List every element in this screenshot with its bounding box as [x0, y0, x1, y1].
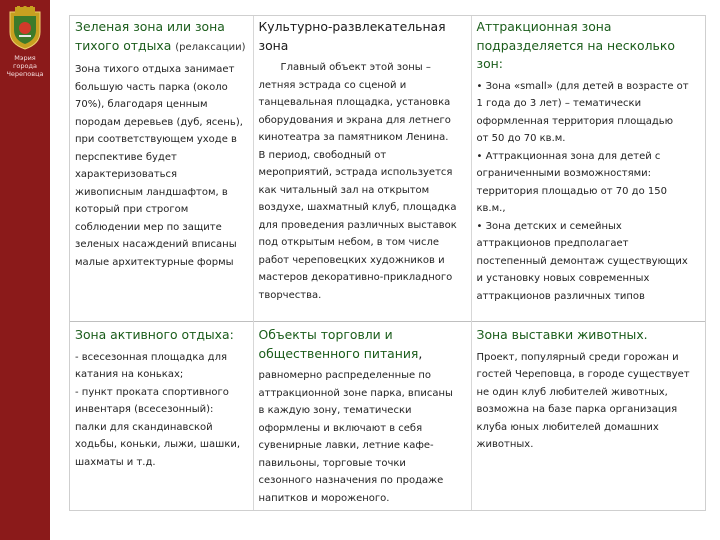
text-line: соблюдении мер по защите — [75, 221, 222, 233]
table-row — [70, 16, 705, 322]
text-line: клуба юных любителей домашних — [476, 421, 659, 433]
text-line: сезонного назначения по продаже — [258, 475, 444, 486]
text-line: оборудования и экрана для летнего — [258, 114, 451, 126]
text-line: Проект, популярный среди горожан и — [476, 351, 679, 363]
text-line: малые архитектурные формы — [75, 256, 234, 268]
text-line: гостей Череповца, в городе существует — [476, 369, 690, 380]
text-line: творчества. — [258, 289, 322, 301]
text-line: оформленная территория площадью — [476, 115, 674, 127]
sidebar — [0, 0, 50, 540]
cultural-zone-cell — [253, 16, 471, 322]
cell-body — [259, 59, 468, 304]
active-zone-cell — [70, 322, 253, 511]
text-line: возможна на базе парка организация — [476, 404, 678, 415]
text-line: Аттракционная зона — [476, 19, 612, 34]
cell-heading — [75, 18, 250, 57]
text-line: ограниченными возможностями: — [476, 168, 652, 179]
text-line: катания на коньках; — [75, 369, 184, 380]
cell-heading — [259, 18, 468, 55]
text-line: не один клуб любителей животных, — [476, 386, 668, 398]
text-line: павильоны, торговые точки — [258, 457, 406, 469]
text-line: животных. — [476, 439, 534, 450]
text-line: (релаксации) — [175, 41, 246, 53]
table-row — [70, 322, 705, 511]
text-line: оформлены и включают в себя — [258, 422, 423, 434]
text-line: воздухе, шахматный клуб, площадка — [258, 202, 457, 213]
cell-heading — [477, 326, 703, 345]
text-line: сувенирные лавки, летние кафе- — [258, 440, 434, 451]
text-line: в каждую зону, тематически — [258, 405, 412, 416]
text-line: работ череповецких художников и — [258, 254, 445, 266]
text-line: большую часть парка (около — [75, 81, 228, 93]
text-line: зеленых насаждений вписаны — [75, 239, 237, 250]
text-line: под открытым небом, в том числе — [258, 237, 439, 248]
text-line: танцевальная площадка, установка — [258, 97, 451, 108]
text-line: Зона тихого отдыха занимает — [75, 64, 235, 75]
text-line: зона — [258, 37, 289, 53]
text-line: • Зона «small» (для детей в возрасте от — [476, 80, 689, 92]
cell-body — [477, 78, 703, 306]
text-line: перспективе будет — [75, 151, 177, 163]
text-line: Зона активного отдыха: — [75, 327, 234, 342]
text-line: 1 года до 3 лет) – тематически — [476, 98, 642, 109]
cell-body — [75, 61, 250, 271]
text-line: живописным ландшафтом, в — [75, 186, 228, 198]
text-line: летняя эстрада со сценой и — [258, 79, 407, 91]
text-line: подразделяется на несколько — [476, 37, 675, 53]
text-line: - всесезонная площадка для — [75, 351, 227, 363]
text-line: аттракционной зоне парка, вписаны — [258, 387, 453, 399]
park-zones-table — [70, 16, 705, 510]
trade-food-cell — [253, 322, 471, 511]
text-line: как читальный зал на открытом — [258, 184, 430, 196]
text-line: Главный объект этой зоны – — [280, 62, 431, 73]
text-line: напитков и мороженого. — [258, 492, 390, 504]
text-line: Культурно-развлекательная — [258, 19, 446, 34]
cell-body — [259, 367, 468, 507]
cell-heading — [477, 18, 703, 74]
text-line: мастеров декоративно-прикладного — [258, 272, 453, 283]
text-line: зон: — [476, 56, 503, 71]
quiet-zone-cell — [70, 16, 253, 322]
caption-line: города — [13, 62, 37, 70]
text-line: породам деревьев (дуб, ясень), — [75, 116, 243, 128]
text-line: равномерно распределенные по — [258, 370, 431, 381]
text-line: который при строгом — [75, 204, 189, 215]
text-line: Объекты торговли и — [258, 327, 393, 342]
text-line: 70%), благодаря ценным — [75, 99, 208, 110]
caption-line: Мэрия — [14, 54, 36, 62]
text-line: при соответствующем уходе в — [75, 134, 237, 145]
city-coat-of-arms-icon — [6, 6, 44, 50]
text-line: аттракционов различных типов — [476, 290, 645, 302]
text-line: постепенный демонтаж существующих — [476, 255, 688, 267]
cell-heading — [75, 326, 250, 345]
text-line: аттракционов предполагает — [476, 238, 629, 249]
text-line: от 50 до 70 кв.м. — [476, 133, 566, 144]
text-line: территория площадью от 70 до 150 — [476, 185, 667, 197]
caption-line: Череповца — [6, 70, 44, 78]
text-line: тихого отдыха — [75, 37, 172, 53]
text-line: В период, свободный от — [258, 149, 387, 161]
cell-body — [477, 349, 703, 454]
text-line: кв.м., — [476, 203, 506, 214]
cell-body — [75, 349, 250, 472]
text-line: палки для скандинавской — [75, 421, 213, 433]
text-line: ходьбы, коньки, лыжи, шашки, — [75, 439, 241, 450]
text-line: - пункт проката спортивного — [75, 386, 229, 398]
text-line: Зона выставки животных. — [476, 327, 648, 342]
text-line: общественного питания — [258, 345, 419, 361]
text-line: мероприятий, эстрада используется — [258, 167, 453, 178]
text-line: для проведения различных выставок — [258, 219, 457, 231]
text-line: Зеленая зона или зона — [75, 19, 225, 34]
text-line: • Зона детских и семейных — [476, 220, 622, 232]
cell-heading — [259, 326, 468, 363]
text-line: • Аттракционная зона для детей с — [476, 150, 661, 162]
text-line: инвентаря (всесезонный): — [75, 404, 214, 415]
text-line: шахматы и т.д. — [75, 456, 156, 468]
city-hall-caption — [0, 54, 50, 78]
text-line: , — [418, 345, 423, 361]
text-line: и установку новых современных — [476, 273, 650, 284]
animal-exhibit-cell — [471, 322, 705, 511]
text-line: кинотеатра за памятником Ленина. — [258, 132, 449, 143]
attraction-zone-cell — [471, 16, 705, 322]
text-line: характеризоваться — [75, 169, 178, 180]
